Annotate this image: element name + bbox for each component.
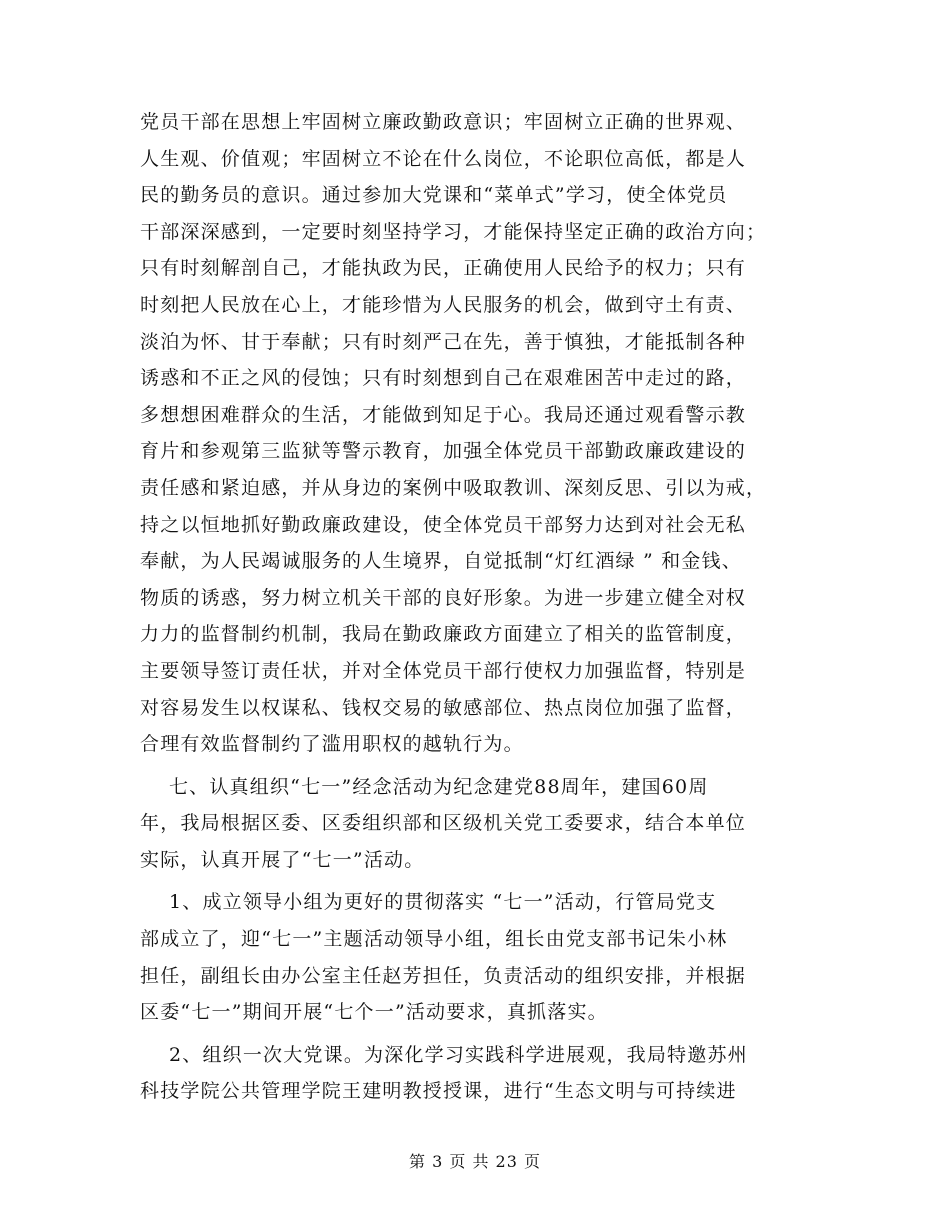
text-line: 多想想困难群众的生活，才能做到知足于心。我局还通过观看警示教 — [140, 403, 747, 426]
text-line: 民的勤务员的意识。通过参加大党课和“菜单式”学习，使全体党员 — [140, 184, 728, 207]
body-text — [140, 104, 810, 1110]
text-line: 时刻把人民放在心上，才能珍惜为人民服务的机会，做到守土有责、 — [140, 293, 747, 316]
section-7-line: 实际，认真开展了“七一”活动。 — [140, 848, 425, 871]
text-line: 力力的监督制约机制，我局在勤政廉政方面建立了相关的监管制度， — [140, 623, 747, 646]
text-line: 物质的诱惑，努力树立机关干部的良好形象。为进一步建立健全对权 — [140, 586, 747, 609]
item-1-line: 区委“七一”期间开展“七个一”活动要求，真抓落实。 — [140, 1001, 608, 1024]
text-line: 只有时刻解剖自己，才能执政为民，正确使用人民给予的权力；只有 — [140, 257, 747, 280]
item-2-line: 2、组织一次大党课。为深化学习实践科学进展观，我局特邀苏州 — [140, 1043, 748, 1066]
item-1-line: 部成立了，迎“七一”主题活动领导小组，组长由党支部书记朱小林 — [140, 928, 728, 951]
text-line: 淡泊为怀、甘于奉献；只有时刻严己在先，善于慎独，才能抵制各种 — [140, 330, 747, 353]
section-7-line: 年，我局根据区委、区委组织部和区级机关党工委要求，结合本单位 — [140, 812, 747, 835]
item-2-line: 科技学院公共管理学院王建明教授授课，进行“生态文明与可持续进 — [140, 1080, 737, 1103]
item-1-line: 1、成立领导小组为更好的贯彻落实 “七一”活动，行管局党支 — [140, 891, 717, 914]
text-line: 奉献，为人民竭诚服务的人生境界，自觉抵制“灯红酒绿 ” 和金钱、 — [140, 550, 742, 573]
page-number-footer: 第 3 页 共 23 页 — [409, 1152, 541, 1171]
text-line: 主要领导签订责任状，并对全体党员干部行使权力加强监督，特别是 — [140, 659, 747, 682]
section-7-line: 七、认真组织“七一”经念活动为纪念建党88周年，建国60周 — [140, 775, 709, 798]
text-line: 持之以恒地抓好勤政廉政建设，使全体党员干部努力达到对社会无私 — [140, 513, 747, 536]
text-line: 合理有效监督制约了滥用职权的越轨行为。 — [140, 733, 524, 756]
text-line: 干部深深感到，一定要时刻坚持学习，才能保持坚定正确的政治方向； — [140, 220, 767, 243]
text-line: 党员干部在思想上牢固树立廉政勤政意识；牢固树立正确的世界观、 — [140, 111, 747, 133]
text-line: 对容易发生以权谋私、钱权交易的敏感部位、热点岗位加强了监督， — [140, 696, 747, 719]
item-1-line: 担任，副组长由办公室主任赵芳担任，负责活动的组织安排，并根据 — [140, 964, 747, 987]
text-line: 诱惑和不正之风的侵蚀；只有时刻想到自己在艰难困苦中走过的路， — [140, 367, 747, 390]
text-line: 育片和参观第三监狱等警示教育，加强全体党员干部勤政廉政建设的 — [140, 440, 747, 463]
text-line: 责任感和紧迫感，并从身边的案例中吸取教训、深刻反思、引以为戒， — [140, 476, 767, 499]
text-line: 人生观、价值观；牢固树立不论在什么岗位，不论职位高低，都是人 — [140, 147, 747, 170]
